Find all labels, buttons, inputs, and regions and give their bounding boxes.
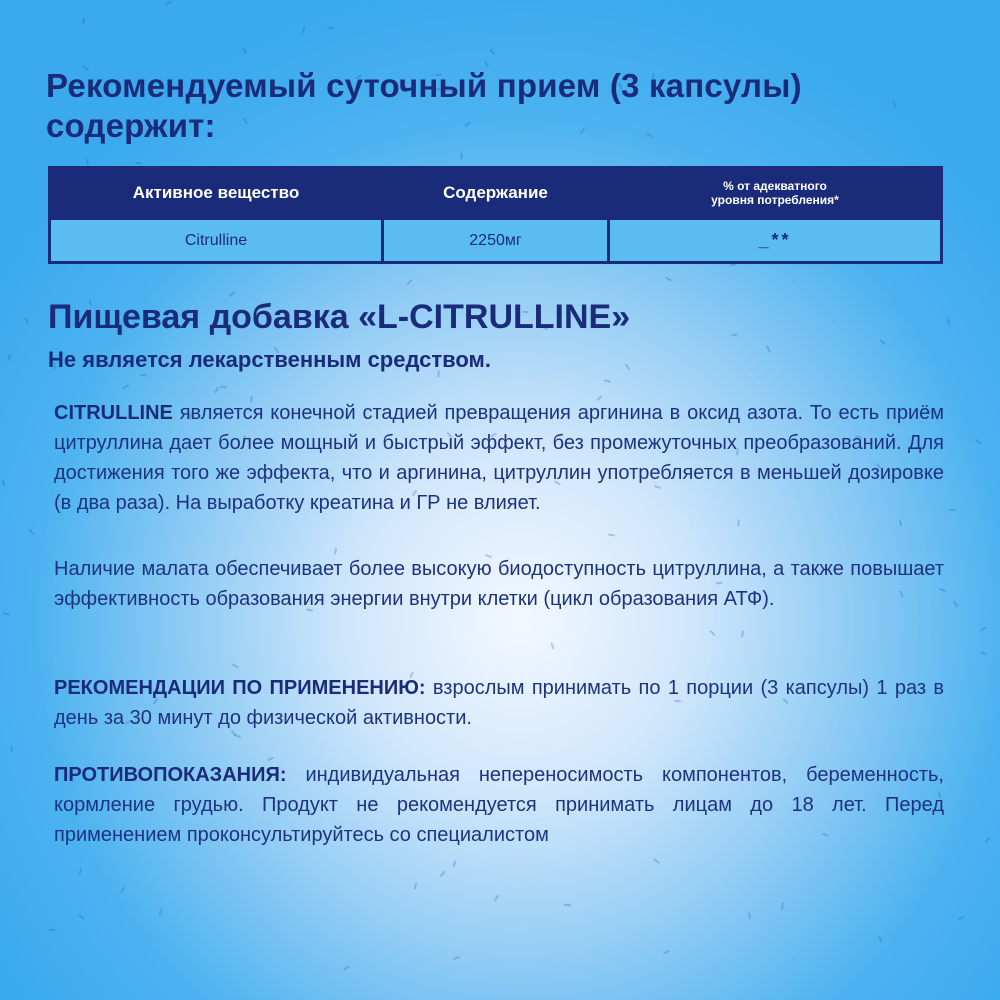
background-dash (564, 904, 571, 906)
contraindications (54, 760, 944, 850)
background-dash (79, 867, 83, 874)
usage-label: РЕКОМЕНДАЦИИ ПО ПРИМЕНЕНИЮ: (54, 677, 426, 699)
background-dash (975, 439, 982, 445)
background-dash (82, 17, 85, 24)
background-dash (24, 317, 29, 324)
background-dash (604, 379, 611, 383)
background-dash (242, 47, 247, 54)
background-dash (879, 339, 885, 345)
background-dash (653, 858, 660, 864)
background-dash (28, 529, 34, 536)
background-dash (781, 902, 784, 909)
header-percent (609, 168, 942, 219)
header-percent-line2: уровня потребления* (711, 193, 839, 207)
header-substance: Активное вещество (50, 168, 383, 219)
background-dash (737, 519, 739, 526)
contraindications-label: ПРОТИВОПОКАЗАНИЯ: (54, 764, 287, 786)
background-dash (550, 642, 554, 649)
background-dash (165, 0, 172, 5)
background-dash (494, 895, 499, 902)
background-dash (440, 871, 446, 878)
background-dash (665, 276, 672, 281)
description-citrulline (54, 398, 944, 518)
background-dash (899, 519, 903, 526)
usage-recommendations (54, 673, 944, 733)
cell-substance: Citrulline (50, 219, 383, 263)
background-dash (741, 630, 744, 637)
cell-amount: 2250мг (383, 219, 609, 263)
background-dash (78, 914, 85, 920)
cell-percent (609, 219, 942, 263)
page-title: Рекомендуемый суточный прием (3 капсулы) содержит: (46, 67, 802, 144)
background-dash (135, 162, 142, 164)
background-dash (947, 318, 950, 325)
background-dash (984, 837, 990, 843)
background-dash (3, 612, 10, 616)
header-amount: Содержание (383, 168, 609, 219)
background-dash (8, 353, 12, 360)
background-dash (2, 479, 5, 486)
product-subtitle: Не является лекарственным средством. (48, 347, 491, 372)
cell-percent-value: _** (758, 230, 792, 250)
background-dash (608, 533, 615, 536)
contraindications-text: индивидуальная непереносимость компонентов, беременность, кормление грудью. Продукт не рекомендуется принимать лицам до 18 лет. Перед применением проконсультируйтесь со специалистом (54, 764, 944, 846)
background-dash (766, 345, 771, 352)
background-dash (460, 152, 462, 159)
background-dash (980, 626, 987, 631)
background-dash (453, 956, 460, 960)
nutrition-table (48, 166, 943, 264)
background-dash (343, 965, 350, 971)
background-dash (731, 333, 738, 337)
background-dash (625, 364, 631, 371)
background-dash (949, 509, 956, 512)
background-dash (122, 384, 129, 389)
header-percent-line1: % от адекватного (723, 179, 827, 193)
background-dash (953, 600, 958, 607)
background-dash (663, 950, 670, 955)
table-header-row (50, 168, 942, 219)
description-malate: Наличие малата обеспечивает более высокую биодоступность цитруллина, а также повышает эффективность образования энергии внутри клетки (цикл образования АТФ). (54, 558, 944, 610)
background-dash (10, 745, 13, 752)
background-dash (489, 49, 495, 56)
background-dash (958, 916, 965, 921)
background-dash (158, 908, 162, 915)
citrulline-lead: CITRULLINE (54, 402, 173, 424)
product-title: Пищевая добавка «L-CITRULLINE» (48, 298, 631, 336)
background-dash (709, 630, 715, 637)
background-dash (878, 935, 882, 942)
background-dash (214, 387, 219, 394)
background-dash (232, 663, 239, 668)
usage-text: взрослым принимать по 1 порции (3 капсулы) 1 раз в день за 30 минут до физической активности. (54, 677, 944, 729)
background-dash (120, 886, 125, 893)
background-dash (453, 860, 457, 867)
background-dash (414, 882, 417, 889)
background-dash (406, 279, 413, 285)
background-dash (86, 158, 88, 165)
background-dash (327, 26, 334, 29)
background-dash (301, 26, 305, 33)
citrulline-text: является конечной стадией превращения аргинина в оксид азота. То есть приём цитруллина дает более мощный и быстрый эффект, без промежуточных преобразований. Для достижения того же эффекта, что и аргинина, цитруллин употребляется в меньшей дозировке (в два раза). На выработку креатина и ГР не влияет. (54, 402, 944, 514)
table-row (50, 219, 942, 263)
background-dash (220, 386, 227, 389)
background-dash (980, 651, 987, 656)
background-dash (748, 912, 751, 919)
background-dash (49, 929, 56, 932)
